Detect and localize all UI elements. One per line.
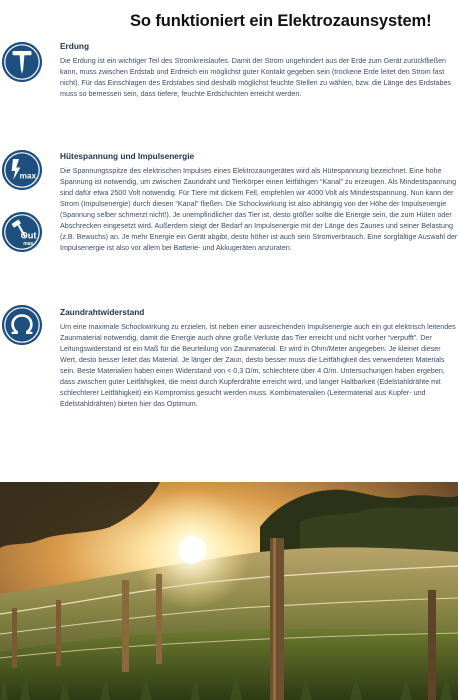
page-title: So funktioniert ein Elektrozaunsystem! <box>130 12 432 30</box>
section-body-zaundrahtwiderstand: Um eine maximale Schockwirkung zu erzielen, ist neben einer ausreichenden Impulsenergie auch ein gut elektrisch leitendes Zaunmaterial notwendig, damit die Energie auch ohne große Verluste das Tier erreicht und nicht vorher “verpufft”. Der Leitungswiderstand ist ein Maß für die Beurteilung von Zaunmaterial. Er wird in Ohm/Meter angegeben. Je kleiner dieser Wert, desto besser leitet das Material. Je länger der Zaun, desto besser muss die Leitfähigkeit des verwendeten Materials sein. Beste Materialien haben einen Widerstand von < 0,3 Ω/m, schlechtere über 4 Ω/m. Untersuchungen haben ergeben, dass zwischen guter Leitfähigkeit, die meist durch Kupferdrähte erreicht wird, und langer Haltbarkeit (Edelstahldrähte mit schlechterer Leitfähigkeit) ein Kompromiss gesucht werden muss. Kombimaterialien (Leitermaterial aus Kupfer- und Edelstahldrähten) bieten hier das Optimum. <box>60 323 456 408</box>
max-voltage-icon-label: max. <box>19 171 39 181</box>
section-body-huetespannung: Die Spannungsspitze des elektrischen Impulses eines Elektrozaungerätes wird als Hütespannung bezeichnet. Eine hohe Spannung ist notwendig, um zwischen Zaundraht und Tierkörper einen leitfähigen “Kanal” zu erzeugen. Als Mindestspannung sind dafür etwa 2500 Volt notwendig. Für Tiere mit dickem Fell, empfehlen wir 4000 Volt als Mindestspannung. Nun kann der Strom (Impulsenergie) durch diesen “Kanal” fließen. Die Schockwirkung ist also abhängig von der Höhe der Impulsenergie (Spannung selber schmerzt nicht!). Je unempfindlicher das Tier ist, desto größer sollte die Energie sein, die zum Hüten oder Abschrecken eingesetzt wird. Außerdem steigt der Bedarf an Impulsenergie mit der Länge des Zaunes und seiner Belastung (z.B. Bewuchs) an. Je mehr Energie ein Gerät abgibt, desto höher ist auch sein Stromverbrauch. Eine sorgfältige Auswahl der Impulsenergie ist also vor allem bei Batterie- und Akkugeräten anzuraten. <box>60 167 458 252</box>
section-heading-erdung: Erdung <box>60 41 90 51</box>
ground-rod-icon <box>2 42 42 82</box>
section-heading-huetespannung: Hütespannung und Impulsenergie <box>60 151 195 161</box>
fence-sunset-photo <box>0 482 458 700</box>
section-heading-zaundrahtwiderstand: Zaundrahtwiderstand <box>60 307 145 317</box>
ohm-icon <box>2 305 42 345</box>
hammer-out-icon-label: Out <box>20 230 37 241</box>
max-voltage-icon <box>2 150 42 190</box>
hammer-out-icon-sublabel: max. <box>23 241 35 247</box>
section-body-erdung: Die Erdung ist ein wichtiger Teil des Stromkreislaufes. Damit der Strom ungehindert aus der Erde zum Gerät zurückfließen kann, muss zwischen Erdstab und Erdreich ein möglichst guter Kontakt gegeben sein (trockene Erde leitet den Strom fast nicht). Für das Einschlagen des Erdstabes sind deshalb möglichst feuchte Stellen zu wählen, bzw. die Länge des Erdstabes muss so bemessen sein, dass tiefere, feuchte Erdschichten erreicht werden. <box>60 57 451 98</box>
hammer-out-icon <box>2 212 42 252</box>
